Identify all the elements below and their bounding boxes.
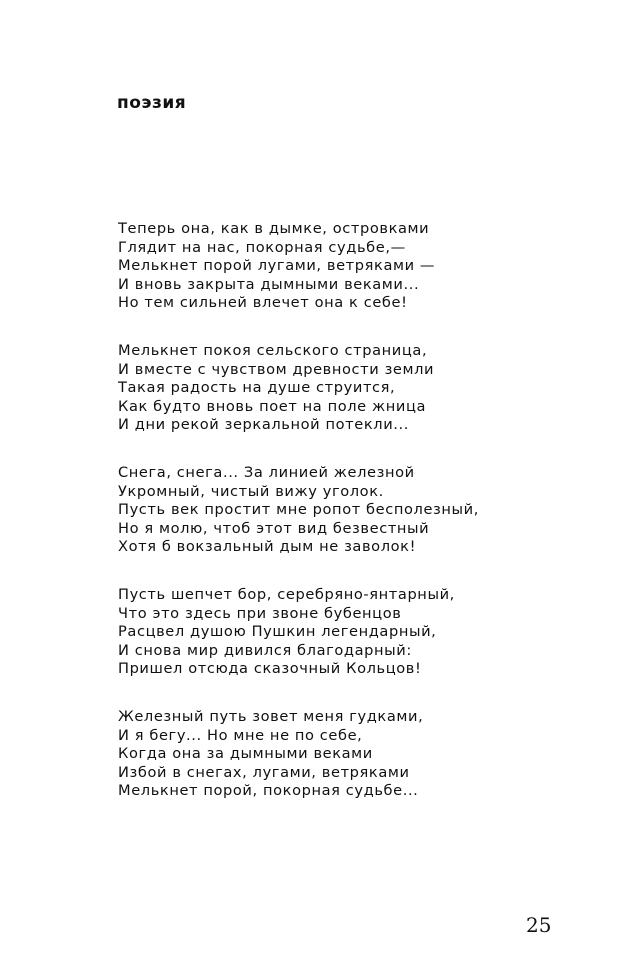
page-number: 25 [526,913,552,937]
poem-line: Мелькнет порой, покорная судьбе... [118,782,419,799]
poem-line: Железный путь зовет меня гудками, [118,708,424,725]
poem-line: Хотя б вокзальный дым не заволок! [118,538,417,555]
poem-line: Но я молю, чтоб этот вид безвестный [118,519,430,537]
poem-line: Что это здесь при звоне бубенцов [118,604,402,622]
poem-line: И я бегу... Но мне не по себе, [118,726,363,744]
poem-line: Но тем сильней влечет она к себе! [118,294,408,311]
poem-line: Расцвел душою Пушкин легендарный, [118,623,437,640]
section-header: поэзия [117,93,187,113]
poem-line: Пришел отсюда сказочный Кольцов! [118,660,422,677]
stanza-3 [118,464,518,586]
stanza-2 [118,342,518,464]
stanza-4 [118,586,518,708]
poem-line: И дни рекой зеркальной потекли... [118,416,409,433]
poem-line: Избой в снегах, лугами, ветряками [118,763,410,781]
poem-line: Теперь она, как в дымке, островками [118,220,430,237]
poem [118,220,518,830]
poem-line: Пусть век простит мне ропот бесполезный, [118,501,479,518]
poem-line: Такая радость на душе струится, [118,379,396,396]
poem-line: Когда она за дымными веками [118,745,373,762]
poem-line: Глядит на нас, покорная судьбе,— [118,238,406,256]
poem-line: И вновь закрыта дымными веками... [118,275,420,293]
poem-line: И снова мир дивился благодарный: [118,641,412,659]
poem-line: Как будто вновь поет на поле жница [118,397,427,415]
poem-line: Пусть шепчет бор, серебряно-янтарный, [118,586,455,603]
poem-line: Снега, снега... За линией железной [118,464,415,481]
poem-line: Мелькнет покоя сельского страница, [118,342,428,359]
stanza-5 [118,708,518,830]
poem-line: Мелькнет порой лугами, ветряками — [118,257,436,274]
poem-line: Укромный, чистый вижу уголок. [118,482,384,500]
poem-line: И вместе с чувством древности земли [118,360,435,378]
stanza-1 [118,220,518,342]
